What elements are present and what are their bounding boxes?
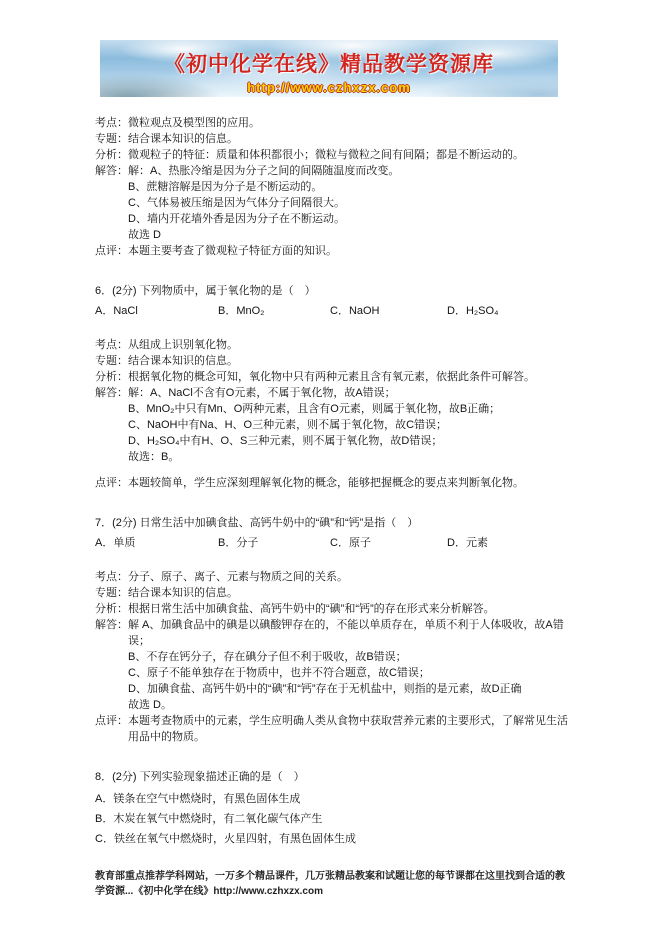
- line-text: A．镁条在空气中燃烧时，有黑色固体生成: [95, 793, 301, 805]
- text-line: [95, 713, 568, 745]
- document-body: [95, 115, 568, 849]
- explanation-block: [95, 789, 568, 849]
- text-line: [95, 353, 568, 369]
- line-text: 解：A、热胀冷缩是因为分子之间的间隔随温度而改变。: [128, 165, 400, 177]
- line-text: 微观粒子的特征：质量和体积都很小；微粒与微粒之间有间隔；都是不断运动的。: [128, 149, 524, 161]
- text-line: [95, 337, 568, 353]
- text-line: [95, 829, 568, 849]
- explanation-block: [95, 115, 568, 259]
- text-line: [128, 697, 568, 713]
- explanation-block: [95, 569, 568, 745]
- line-text: B、MnO₂中只有Mn、O两种元素，且含有O元素，则属于氧化物，故B正确；: [128, 403, 501, 415]
- text-line: [95, 385, 568, 401]
- line-text: 本题考查物质中的元素，学生应明确人类从食物中获取营养元素的主要形式，了解常见生活用品中的物质。: [128, 715, 568, 743]
- explanation-block: [95, 337, 568, 491]
- line-text: 结合课本知识的信息。: [128, 133, 238, 145]
- text-line: [128, 211, 568, 227]
- line-text: 故选 D。: [128, 699, 172, 711]
- text-line: [128, 433, 568, 449]
- line-label: 专题：: [95, 133, 128, 145]
- question-text: 7．(2分) 日常生活中加碘食盐、高钙牛奶中的“碘”和“钙”是指（ ）: [95, 517, 419, 529]
- line-text: 解 A、加碘食品中的碘是以碘酸钾存在的，不能以单质存在，单质不利于人体吸收，故A错误；: [128, 619, 564, 647]
- text-line: [95, 115, 568, 131]
- text-line: [95, 243, 568, 259]
- text-line: [95, 131, 568, 147]
- text-line: [95, 369, 568, 385]
- text-line: [95, 617, 568, 649]
- line-label: 解答：: [95, 387, 128, 399]
- text-line: [95, 475, 568, 491]
- text-line: [95, 585, 568, 601]
- banner-url: http://www.czhxzx.com: [247, 80, 411, 95]
- line-label: 考点：: [95, 339, 128, 351]
- line-label: 点评：: [95, 715, 128, 727]
- line-text: 微粒观点及模型图的应用。: [128, 117, 260, 129]
- line-text: B．木炭在氧气中燃烧时，有二氧化碳气体产生: [95, 813, 323, 825]
- line-label: 考点：: [95, 571, 128, 583]
- footer-url-link[interactable]: http://www.czhxzx.com: [213, 886, 323, 897]
- text-line: [95, 809, 568, 829]
- line-label: 分析：: [95, 371, 128, 383]
- line-text: 根据日常生活中加碘食盐、高钙牛奶中的“碘”和“钙”的存在形式来分析解答。: [128, 603, 495, 615]
- options-row: [95, 535, 568, 551]
- option-item: A．NaCl: [95, 305, 138, 317]
- line-text: C．铁丝在氧气中燃烧时，火星四射，有黑色固体生成: [95, 833, 356, 845]
- line-text: D、H₂SO₄中有H、O、S三种元素，则不属于氧化物，故D错误；: [128, 435, 443, 447]
- text-line: [95, 569, 568, 585]
- footer-text: 教育部重点推荐学科网站，一万多个精品课件，几万张精品教案和试题让您的每节课都在这里找到合适的教学资源...《初中化学在线》: [95, 871, 565, 897]
- text-line: [128, 417, 568, 433]
- options-row: [95, 303, 568, 319]
- text-line: [95, 147, 568, 163]
- line-text: 从组成上识别氧化物。: [128, 339, 238, 351]
- line-label: 分析：: [95, 603, 128, 615]
- text-line: [95, 789, 568, 809]
- line-text: D、加碘食盐、高钙牛奶中的“碘”和“钙”存在于无机盐中，则指的是元素，故D正确: [128, 683, 522, 695]
- text-line: [128, 649, 568, 665]
- site-banner: [100, 40, 558, 97]
- option-item: A．单质: [95, 537, 136, 549]
- text-line: [128, 449, 568, 465]
- line-label: 点评：: [95, 477, 128, 489]
- text-line: [128, 195, 568, 211]
- option-item: C．原子: [330, 537, 371, 549]
- line-text: B、蔗糖溶解是因为分子是不断运动的。: [128, 181, 323, 193]
- option-item: D．H₂SO₄: [447, 305, 499, 317]
- text-line: [128, 179, 568, 195]
- line-text: 结合课本知识的信息。: [128, 587, 238, 599]
- option-item: B．分子: [218, 537, 259, 549]
- line-text: 根据氧化物的概念可知，氧化物中只有两种元素且含有氧元素，依据此条件可解答。: [128, 371, 535, 383]
- question-text: 8．(2分) 下列实验现象描述正确的是（ ）: [95, 771, 305, 783]
- line-text: 本题较简单，学生应深刻理解氧化物的概念，能够把握概念的要点来判断氧化物。: [128, 477, 524, 489]
- line-text: 分子、原子、离子、元素与物质之间的关系。: [128, 571, 348, 583]
- line-label: 解答：: [95, 165, 128, 177]
- question-text: 6．(2分) 下列物质中，属于氧化物的是（ ）: [95, 285, 316, 297]
- line-text: 故选 D: [128, 229, 161, 241]
- text-line: [128, 665, 568, 681]
- text-line: [95, 163, 568, 179]
- line-text: D、墙内开花墙外香是因为分子在不断运动。: [128, 213, 345, 225]
- banner-title: 《初中化学在线》精品教学资源库: [164, 52, 494, 76]
- line-text: B、不存在钙分子，存在碘分子但不利于吸收，故B错误；: [128, 651, 407, 663]
- line-label: 点评：: [95, 245, 128, 257]
- text-line: [128, 681, 568, 697]
- line-text: 解：A、NaCl不含有O元素，不属于氧化物，故A错误；: [128, 387, 396, 399]
- line-text: C、NaOH中有Na、H、O三种元素，则不属于氧化物，故C错误；: [128, 419, 448, 431]
- line-label: 解答：: [95, 619, 128, 631]
- option-item: D．元素: [447, 537, 488, 549]
- text-line: [128, 227, 568, 243]
- line-label: 专题：: [95, 355, 128, 367]
- line-text: C、气体易被压缩是因为气体分子间隔很大。: [128, 197, 345, 209]
- line-text: C、原子不能单独存在于物质中，也并不符合题意，故C错误；: [128, 667, 430, 679]
- option-item: B．MnO₂: [218, 305, 265, 317]
- text-line: [95, 601, 568, 617]
- line-label: 分析：: [95, 149, 128, 161]
- page-footer: [95, 869, 565, 899]
- line-text: 本题主要考查了微观粒子特征方面的知识。: [128, 245, 337, 257]
- option-item: C．NaOH: [330, 305, 380, 317]
- line-label: 专题：: [95, 587, 128, 599]
- line-label: 考点：: [95, 117, 128, 129]
- line-text: 故选：B。: [128, 451, 180, 463]
- text-line: [128, 401, 568, 417]
- line-text: 结合课本知识的信息。: [128, 355, 238, 367]
